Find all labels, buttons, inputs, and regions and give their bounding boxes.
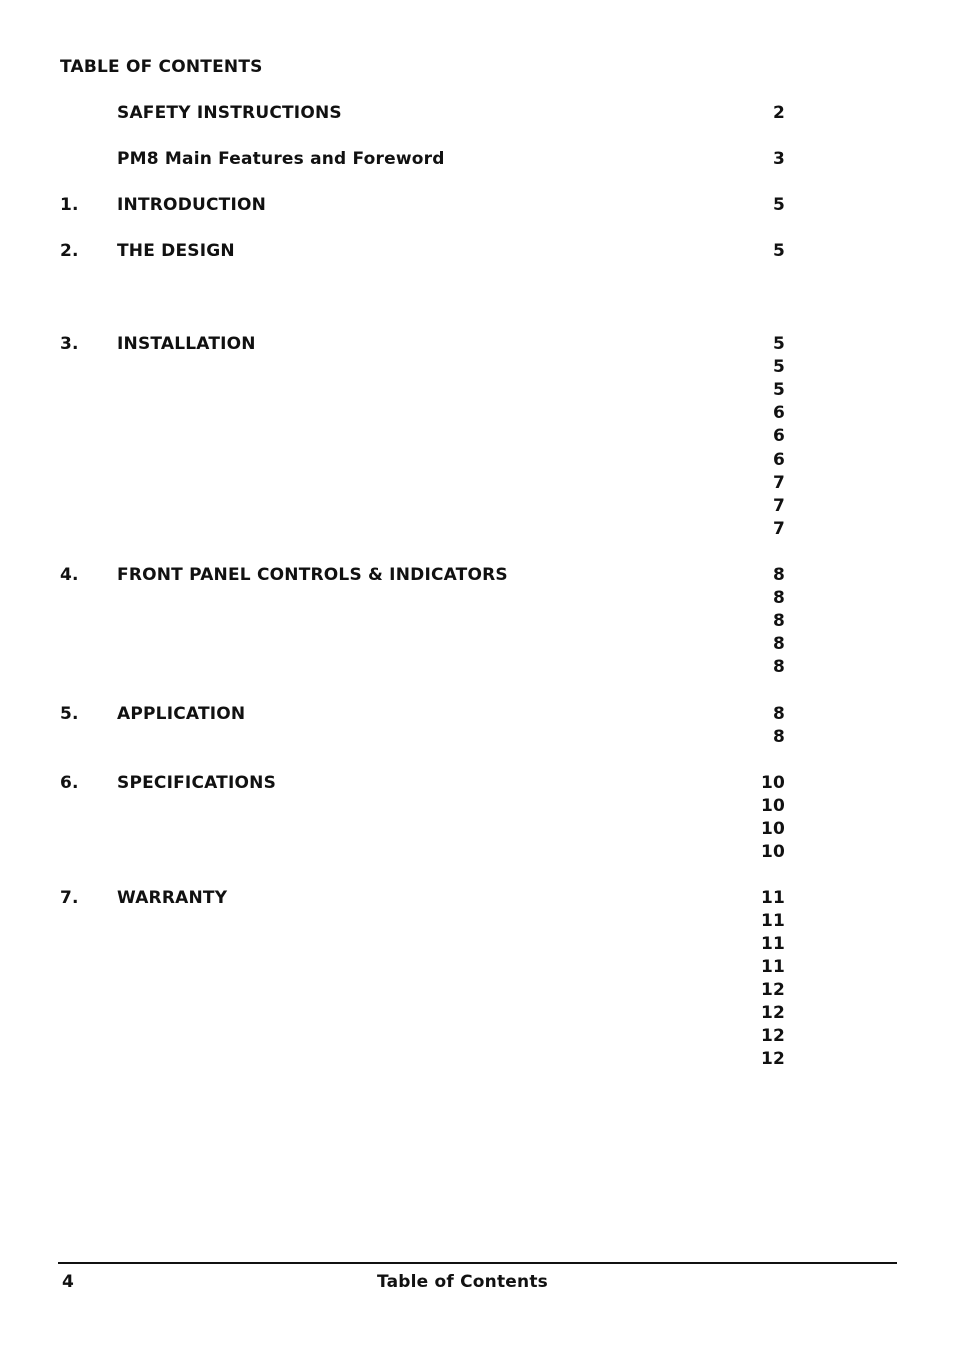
- toc-subpage: 7: [772, 519, 785, 539]
- toc-subpage: 6: [772, 403, 785, 423]
- toc-entry-application-number: 5.: [60, 704, 79, 724]
- toc-subpage: 7: [772, 496, 785, 516]
- toc-entry-features-title[interactable]: PM8 Main Features and Foreword: [117, 149, 445, 169]
- toc-entry-specifications-number: 6.: [60, 773, 79, 793]
- toc-subpage: 12: [760, 1003, 785, 1023]
- toc-entry-introduction-page: 5: [772, 195, 785, 215]
- toc-subpage: 11: [760, 934, 785, 954]
- footer-section-title: Table of Contents: [377, 1272, 548, 1292]
- toc-subpage: 12: [760, 980, 785, 1000]
- toc-entry-installation-page: 5: [772, 334, 785, 354]
- toc-entry-features-page: 3: [772, 149, 785, 169]
- toc-entry-introduction-title[interactable]: INTRODUCTION: [117, 195, 267, 215]
- toc-subpage: 8: [772, 634, 785, 654]
- toc-entry-warranty-page: 11: [760, 888, 785, 908]
- toc-entry-installation-title[interactable]: INSTALLATION: [117, 334, 256, 354]
- toc-subpage: 7: [772, 473, 785, 493]
- toc-entry-design-title[interactable]: THE DESIGN: [117, 241, 235, 261]
- toc-header: TABLE OF CONTENTS: [60, 57, 263, 77]
- footer-page-number: 4: [62, 1272, 75, 1292]
- toc-subpage: 8: [772, 657, 785, 677]
- toc-entry-warranty-title[interactable]: WARRANTY: [117, 888, 228, 908]
- toc-subpage: 10: [760, 842, 785, 862]
- toc-entry-front-panel-title[interactable]: FRONT PANEL CONTROLS & INDICATORS: [117, 565, 508, 585]
- toc-entry-introduction-number: 1.: [60, 195, 79, 215]
- toc-entry-design-page: 5: [772, 241, 785, 261]
- toc-entry-front-panel-page: 8: [772, 565, 785, 585]
- toc-entry-specifications-title[interactable]: SPECIFICATIONS: [117, 773, 277, 793]
- toc-subpage: 11: [760, 957, 785, 977]
- toc-entry-safety-page: 2: [772, 103, 785, 123]
- toc-subpage: 12: [760, 1049, 785, 1069]
- toc-subpage: 10: [760, 819, 785, 839]
- toc-subpage: 6: [772, 426, 785, 446]
- toc-subpage: 12: [760, 1026, 785, 1046]
- toc-entry-warranty-number: 7.: [60, 888, 79, 908]
- toc-entry-design-number: 2.: [60, 241, 79, 261]
- toc-entry-front-panel-number: 4.: [60, 565, 79, 585]
- toc-subpage: 11: [760, 911, 785, 931]
- toc-entry-installation-number: 3.: [60, 334, 79, 354]
- toc-entry-specifications-page: 10: [760, 773, 785, 793]
- toc-subpage: 6: [772, 450, 785, 470]
- toc-subpage: 8: [772, 588, 785, 608]
- toc-subpage: 5: [772, 357, 785, 377]
- footer-rule: [58, 1262, 897, 1264]
- toc-entry-application-page: 8: [772, 704, 785, 724]
- toc-entry-application-title[interactable]: APPLICATION: [117, 704, 246, 724]
- toc-entry-safety-title[interactable]: SAFETY INSTRUCTIONS: [117, 103, 342, 123]
- toc-subpage: 10: [760, 796, 785, 816]
- toc-subpage: 8: [772, 611, 785, 631]
- toc-subpage: 8: [772, 727, 785, 747]
- toc-subpage: 5: [772, 380, 785, 400]
